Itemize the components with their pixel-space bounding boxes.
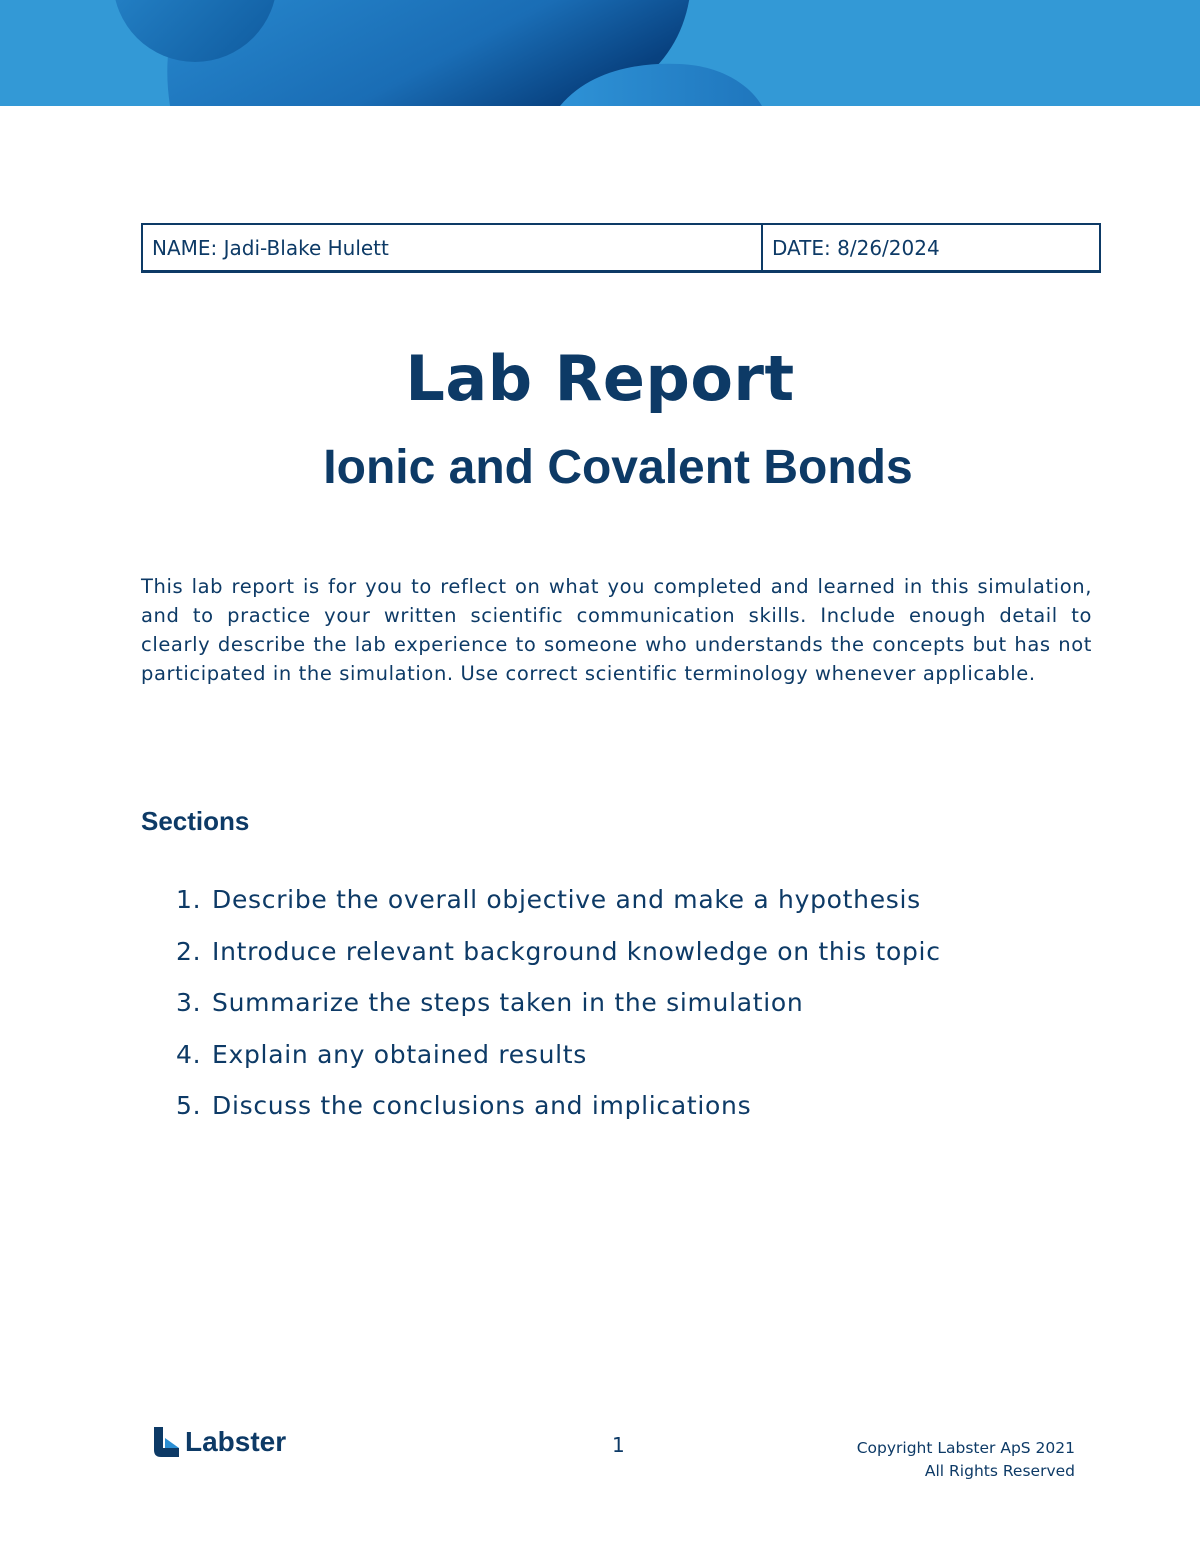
document-subtitle: Ionic and Covalent Bonds (323, 441, 913, 494)
list-item (176, 983, 941, 1035)
list-item-text: Describe the overall objective and make a hypothesis (212, 885, 921, 914)
logo-text: Labster (185, 1426, 287, 1457)
intro-paragraph: This lab report is for you to reflect on what you completed and learned in this simulation, and to practice your written scientific communication skills. Include enough detail to clearly describe the lab experience to someone who understands the concepts but has not participated in the simulation. Use correct scientific terminology whenever applicable. (141, 575, 1092, 685)
copyright-line: Copyright Labster ApS 2021 (856, 1439, 1075, 1457)
list-item (176, 880, 941, 932)
page-number: 1 (612, 1433, 625, 1457)
labster-logo (153, 1426, 286, 1458)
list-item-text: Introduce relevant background knowledge on this topic (212, 936, 941, 966)
list-item (176, 1035, 941, 1087)
list-item-number: 5. (176, 1091, 202, 1121)
list-item-text: Summarize the steps taken in the simulation (212, 988, 804, 1018)
list-item-number: 2. (176, 936, 202, 966)
sections-heading: Sections (141, 806, 250, 836)
student-info-table (141, 223, 1101, 273)
date-field[interactable]: DATE: 8/26/2024 (772, 235, 940, 260)
list-item (176, 1086, 941, 1138)
list-item-number: 4. (176, 1039, 202, 1069)
list-item-number: 3. (176, 988, 202, 1018)
name-field[interactable]: NAME: Jadi-Blake Hulett (143, 225, 763, 270)
rights-line: All Rights Reserved (924, 1462, 1075, 1480)
list-item-text: Discuss the conclusions and implications (212, 1091, 752, 1121)
list-item-number: 1. (176, 885, 202, 914)
labster-logo-icon (153, 1426, 181, 1458)
document-title: Lab Report (405, 342, 795, 415)
header-banner (0, 0, 1200, 106)
list-item (176, 932, 941, 984)
sections-list (176, 880, 941, 1138)
list-item-text: Explain any obtained results (212, 1039, 587, 1069)
copyright-notice (857, 1437, 1075, 1483)
banner-graphic (0, 0, 1200, 106)
